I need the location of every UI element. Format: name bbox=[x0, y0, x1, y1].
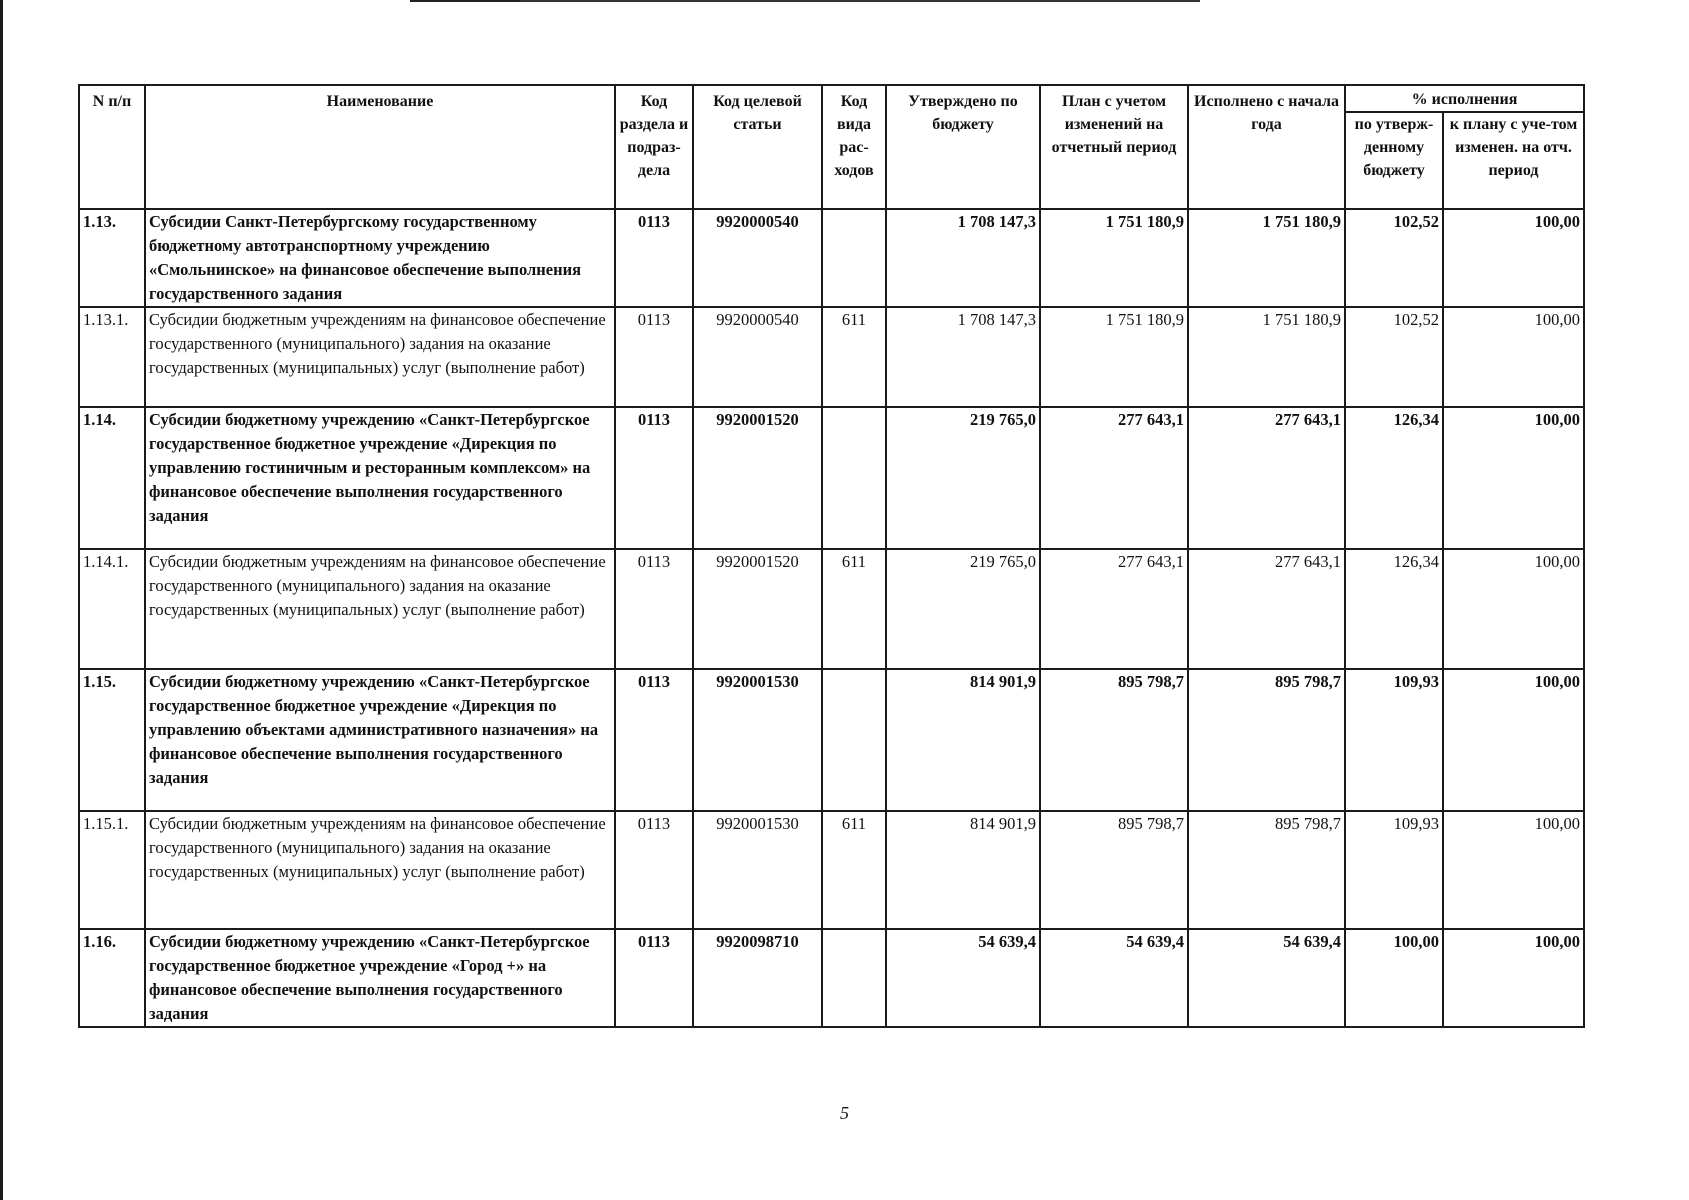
cell-pct-plan: 100,00 bbox=[1443, 549, 1584, 669]
table-row bbox=[79, 307, 1584, 407]
cell-utverzhdeno: 1 708 147,3 bbox=[886, 209, 1040, 307]
cell-utverzhdeno: 814 901,9 bbox=[886, 669, 1040, 811]
cell-utverzhdeno: 814 901,9 bbox=[886, 811, 1040, 929]
cell-celevaya: 9920001530 bbox=[693, 669, 822, 811]
table-row bbox=[79, 669, 1584, 811]
cell-npp: 1.14.1. bbox=[79, 549, 145, 669]
cell-pct-budget: 126,34 bbox=[1345, 407, 1443, 549]
cell-plan: 277 643,1 bbox=[1040, 407, 1188, 549]
cell-vid: 611 bbox=[822, 549, 886, 669]
cell-razdel: 0113 bbox=[615, 811, 693, 929]
scan-top-rule bbox=[410, 0, 520, 2]
cell-npp: 1.16. bbox=[79, 929, 145, 1027]
cell-npp: 1.15. bbox=[79, 669, 145, 811]
cell-npp: 1.15.1. bbox=[79, 811, 145, 929]
cell-plan: 54 639,4 bbox=[1040, 929, 1188, 1027]
cell-npp: 1.14. bbox=[79, 407, 145, 549]
cell-ispolneno: 54 639,4 bbox=[1188, 929, 1345, 1027]
cell-ispolneno: 277 643,1 bbox=[1188, 407, 1345, 549]
cell-pct-budget: 126,34 bbox=[1345, 549, 1443, 669]
cell-plan: 1 751 180,9 bbox=[1040, 209, 1188, 307]
cell-name: Субсидии бюджетному учреждению «Санкт-Петербургское государственное бюджетное учреждение «Дирекция по управлению гостиничным и ресторанным комплексом» на финансовое обеспечение выполнения государственного задания bbox=[145, 407, 615, 549]
cell-name: Субсидии бюджетным учреждениям на финансовое обеспечение государственного (муниципального) задания на оказание государственных (муниципальных) услуг (выполнение работ) bbox=[145, 307, 615, 407]
header-pct-budget: по утверж-денному бюджету bbox=[1345, 112, 1443, 209]
cell-ispolneno: 895 798,7 bbox=[1188, 811, 1345, 929]
cell-name: Субсидии бюджетным учреждениям на финансовое обеспечение государственного (муниципального) задания на оказание государственных (муниципальных) услуг (выполнение работ) bbox=[145, 811, 615, 929]
header-name: Наименование bbox=[145, 85, 615, 209]
header-vid: Код вида рас-ходов bbox=[822, 85, 886, 209]
cell-ispolneno: 1 751 180,9 bbox=[1188, 307, 1345, 407]
cell-razdel: 0113 bbox=[615, 407, 693, 549]
table-body bbox=[79, 209, 1584, 1027]
cell-npp: 1.13. bbox=[79, 209, 145, 307]
cell-pct-plan: 100,00 bbox=[1443, 307, 1584, 407]
table-row bbox=[79, 811, 1584, 929]
cell-pct-budget: 109,93 bbox=[1345, 669, 1443, 811]
header-plan: План с учетом изменений на отчетный период bbox=[1040, 85, 1188, 209]
cell-celevaya: 9920001520 bbox=[693, 549, 822, 669]
cell-ispolneno: 1 751 180,9 bbox=[1188, 209, 1345, 307]
table-row bbox=[79, 407, 1584, 549]
cell-pct-budget: 102,52 bbox=[1345, 307, 1443, 407]
cell-vid bbox=[822, 669, 886, 811]
table-row bbox=[79, 929, 1584, 1027]
scan-left-edge bbox=[0, 0, 3, 1200]
cell-vid: 611 bbox=[822, 307, 886, 407]
header-pct-group: % исполнения bbox=[1345, 85, 1584, 112]
table-header bbox=[79, 85, 1584, 209]
cell-pct-plan: 100,00 bbox=[1443, 407, 1584, 549]
budget-execution-table bbox=[78, 84, 1585, 1028]
cell-pct-plan: 100,00 bbox=[1443, 929, 1584, 1027]
header-razdel: Код раздела и подраз-дела bbox=[615, 85, 693, 209]
table-row bbox=[79, 209, 1584, 307]
cell-pct-plan: 100,00 bbox=[1443, 669, 1584, 811]
cell-vid bbox=[822, 407, 886, 549]
cell-celevaya: 9920001530 bbox=[693, 811, 822, 929]
cell-pct-budget: 109,93 bbox=[1345, 811, 1443, 929]
header-row bbox=[79, 85, 1584, 112]
cell-npp: 1.13.1. bbox=[79, 307, 145, 407]
cell-razdel: 0113 bbox=[615, 929, 693, 1027]
cell-pct-budget: 100,00 bbox=[1345, 929, 1443, 1027]
cell-vid: 611 bbox=[822, 811, 886, 929]
cell-utverzhdeno: 1 708 147,3 bbox=[886, 307, 1040, 407]
cell-celevaya: 9920000540 bbox=[693, 307, 822, 407]
cell-name: Субсидии Санкт-Петербургскому государственному бюджетному автотранспортному учреждению «Смольнинское» на финансовое обеспечение выполнения государственного задания bbox=[145, 209, 615, 307]
header-ispolneno: Исполнено с начала года bbox=[1188, 85, 1345, 209]
page-number: 5 bbox=[840, 1103, 849, 1123]
cell-name: Субсидии бюджетному учреждению «Санкт-Петербургское государственное бюджетное учреждение «Город +» на финансовое обеспечение выполнения государственного задания bbox=[145, 929, 615, 1027]
cell-utverzhdeno: 219 765,0 bbox=[886, 407, 1040, 549]
header-utverzhdeno: Утверждено по бюджету bbox=[886, 85, 1040, 209]
cell-ispolneno: 895 798,7 bbox=[1188, 669, 1345, 811]
cell-plan: 1 751 180,9 bbox=[1040, 307, 1188, 407]
cell-razdel: 0113 bbox=[615, 307, 693, 407]
cell-celevaya: 9920000540 bbox=[693, 209, 822, 307]
cell-vid bbox=[822, 209, 886, 307]
cell-vid bbox=[822, 929, 886, 1027]
cell-razdel: 0113 bbox=[615, 209, 693, 307]
header-npp: N п/п bbox=[79, 85, 145, 209]
scan-top-rule-long bbox=[520, 0, 1200, 2]
cell-ispolneno: 277 643,1 bbox=[1188, 549, 1345, 669]
cell-celevaya: 9920001520 bbox=[693, 407, 822, 549]
cell-utverzhdeno: 219 765,0 bbox=[886, 549, 1040, 669]
cell-plan: 895 798,7 bbox=[1040, 811, 1188, 929]
cell-pct-plan: 100,00 bbox=[1443, 209, 1584, 307]
header-pct-plan: к плану с уче-том изменен. на отч. период bbox=[1443, 112, 1584, 209]
cell-plan: 277 643,1 bbox=[1040, 549, 1188, 669]
cell-plan: 895 798,7 bbox=[1040, 669, 1188, 811]
cell-pct-plan: 100,00 bbox=[1443, 811, 1584, 929]
cell-celevaya: 9920098710 bbox=[693, 929, 822, 1027]
cell-pct-budget: 102,52 bbox=[1345, 209, 1443, 307]
cell-name: Субсидии бюджетным учреждениям на финансовое обеспечение государственного (муниципального) задания на оказание государственных (муниципальных) услуг (выполнение работ) bbox=[145, 549, 615, 669]
table-row bbox=[79, 549, 1584, 669]
cell-utverzhdeno: 54 639,4 bbox=[886, 929, 1040, 1027]
cell-razdel: 0113 bbox=[615, 549, 693, 669]
cell-razdel: 0113 bbox=[615, 669, 693, 811]
header-celevaya: Код целевой статьи bbox=[693, 85, 822, 209]
cell-name: Субсидии бюджетному учреждению «Санкт-Петербургское государственное бюджетное учреждение «Дирекция по управлению объектами административного назначения» на финансовое обеспечение выполнения государственного задания bbox=[145, 669, 615, 811]
